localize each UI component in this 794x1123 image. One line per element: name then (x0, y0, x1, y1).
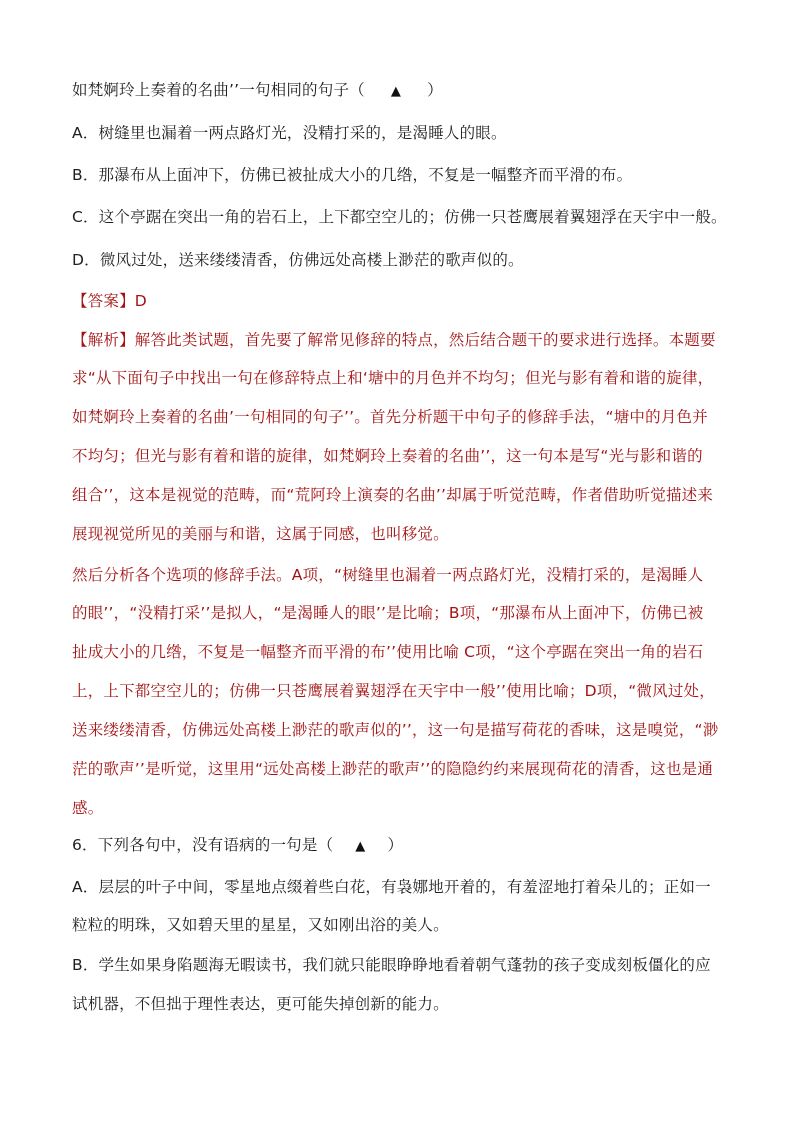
question-6-stem (72, 835, 403, 857)
q6-option-a-line: 粒粒的明珠，又如碧天里的星星，又如刚出浴的美人。 (72, 916, 449, 934)
detail-line: 的眼’’，“没精打采’’是拟人，“是渴睡人的眼’’是比喻；B项，“那瀑布从上面冲下，仿佛已被 (72, 604, 704, 622)
stem-close: ） (427, 81, 443, 99)
stem-text: 如梵婀玲上奏着的名曲’’一句相同的句子（ (72, 81, 365, 99)
stem-close: ） (387, 836, 404, 854)
analysis-line: 不均匀；但光与影有着和谐的旋律，如梵婀玲上奏着的名曲’’，这一句本是写“光与影和谐的 (72, 447, 703, 465)
detail-line: 上，上下都空空儿的；仿佛一只苍鹰展着翼翅浮在天宇中一般’’使用比喻；D项，“微风过处， (72, 682, 715, 700)
q6-option-a-line: A．层层的叶子中间，零星地点缀着些白花，有袅娜地开着的，有羞涩地打着朵儿的；正如一 (72, 878, 711, 896)
detail-line: 感。 (72, 799, 104, 817)
answer-label: 【答案】D (72, 292, 147, 310)
detail-line: 送来缕缕清香，仿佛远处高楼上渺茫的歌声似的’’，这一句是描写荷花的香味，这是嗅觉，“渺 (72, 721, 719, 739)
option-a: A．树缝里也漏着一两点路灯光，没精打采的，是渴睡人的眼。 (72, 124, 507, 142)
q6-option-b-line: B．学生如果身陷题海无暇读书，我们就只能眼睁睁地看着朝气蓬勃的孩子变成刻板僵化的应 (72, 956, 711, 974)
analysis-line: 如梵婀玲上奏着的名曲’一句相同的句子’’。首先分析题干中句子的修辞手法，“塘中的月色并 (72, 408, 708, 426)
analysis-line: 组合’’，这本是视觉的范畴，而“荒阿玲上演奏的名曲’’却属于听觉范畴，作者借助听觉描述来 (72, 486, 714, 504)
option-c: C．这个亭踞在突出一角的岩石上，上下都空空儿的；仿佛一只苍鹰展着翼翅浮在天宇中一般。 (72, 208, 727, 226)
analysis-line: 展现视觉所见的美丽与和谐，这属于同感，也叫移觉。 (72, 525, 449, 543)
triangle-marker-icon: ▲ (355, 839, 366, 854)
detail-line: 扯成大小的几绺，不复是一幅整齐而平滑的布’’使用比喻 C项，“这个亭踞在突出一角的岩石 (72, 643, 704, 661)
triangle-marker-icon: ▲ (390, 84, 402, 99)
option-b: B．那瀑布从上面冲下，仿佛已被扯成大小的几绺，不复是一幅整齐而平滑的布。 (72, 166, 633, 184)
option-d: D．微风过处，送来缕缕清香，仿佛远处高楼上渺茫的歌声似的。 (72, 251, 524, 269)
analysis-line: 【解析】解答此类试题，首先要了解常见修辞的特点，然后结合题干的要求进行选择。本题要 (72, 331, 716, 349)
analysis-line: 求“从下面句子中找出一句在修辞特点上和‘塘中的月色并不均匀；但光与影有着和谐的旋律， (72, 369, 714, 387)
detail-line: 然后分析各个选项的修辞手法。A项，“树缝里也漏着一两点路灯光，没精打采的，是渴睡人 (72, 566, 704, 584)
q6-option-b-line: 试机器，不但拙于理性表达，更可能失掉创新的能力。 (72, 995, 449, 1013)
stem-text: 6．下列各句中，没有语病的一句是（ (72, 836, 334, 854)
question-stem (72, 80, 443, 102)
detail-line: 茫的歌声’’是听觉，这里用“远处高楼上渺茫的歌声’’的隐隐约约来展现荷花的清香，这也是通 (72, 760, 714, 778)
